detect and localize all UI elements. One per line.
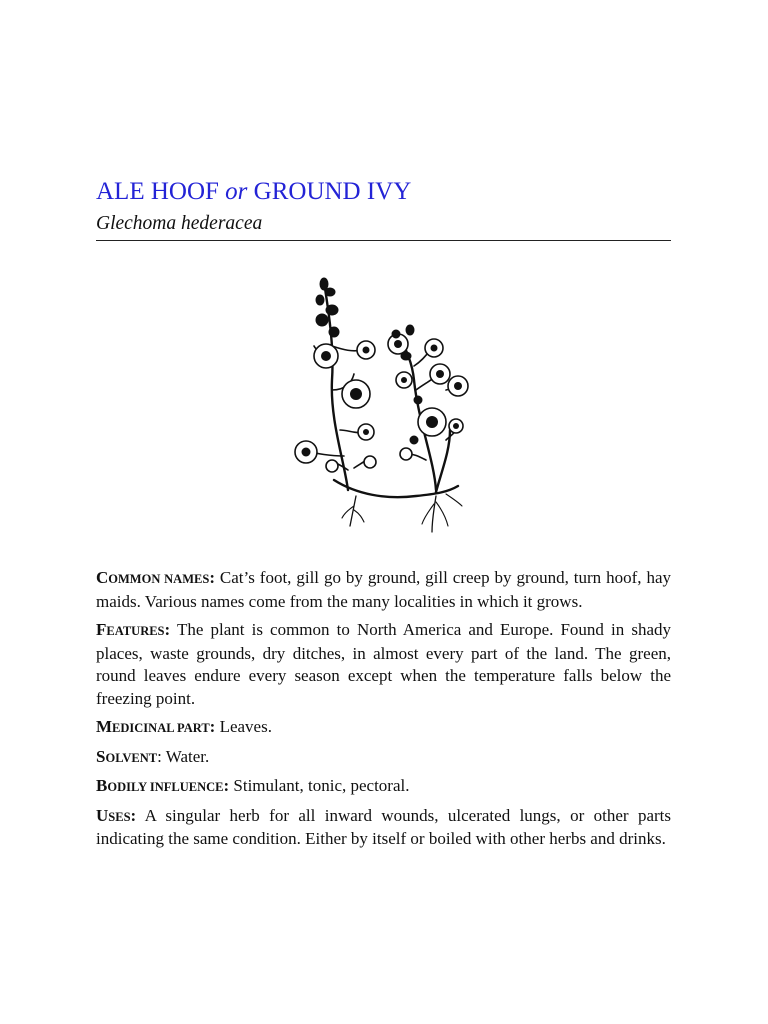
entry-features	[96, 619, 671, 710]
entry-bodily-influence	[96, 775, 671, 799]
entry-term: COMMON NAMES:	[96, 568, 215, 587]
entry-term: BODILY INFLUENCE:	[96, 776, 230, 795]
entry-term: MEDICINAL PART:	[96, 717, 216, 736]
entry-term: USES:	[96, 805, 137, 825]
plant-illustration	[286, 270, 486, 540]
entry-term: SOLVENT	[96, 746, 158, 766]
herb-entries	[96, 567, 671, 857]
entry-solvent: SOLVENT: Water.	[96, 746, 210, 766]
entry-common-names	[96, 567, 671, 613]
entry-text: A singular herb for all inward wounds, ulcerated lungs, or other parts indicating the same condition. Either by itself or boiled with other herbs and drinks.	[96, 805, 671, 848]
page-title	[96, 176, 411, 208]
title-part-1: ALE HOOF	[96, 178, 226, 205]
title-part-2: GROUND IVY	[247, 178, 412, 205]
entry-text: Stimulant, tonic, pectoral.	[229, 776, 410, 795]
entry-uses	[96, 805, 671, 851]
entry-term: FEATURES:	[96, 620, 171, 639]
ground-ivy-drawing	[286, 270, 486, 540]
entry-text: Water.	[161, 746, 210, 766]
entry-text: Cat’s foot, gill go by ground, gill creep by ground, turn hoof, hay maids. Various names come from the many localities in which it grows.	[96, 568, 671, 611]
document-page	[96, 0, 671, 1024]
scientific-name: Glechoma hederacea	[96, 213, 263, 234]
entry-medicinal-part	[96, 716, 671, 740]
entry-text: Leaves.	[215, 717, 272, 736]
title-divider	[96, 240, 671, 241]
entry-text: The plant is common to North America and Europe. Found in shady places, waste grounds, dry ditches, in almost every part of the land. The green, round leaves endure every season except when the temperature falls below the freezing point.	[96, 620, 671, 708]
title-connector: or	[225, 178, 248, 205]
